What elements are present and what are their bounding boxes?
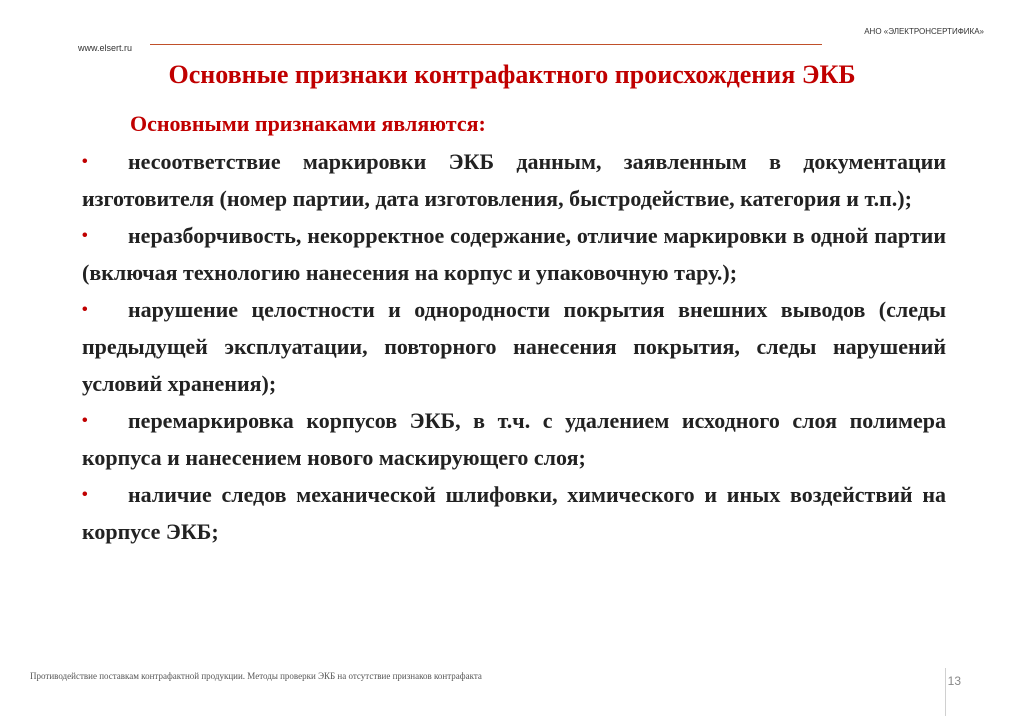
bullet-list — [82, 143, 946, 550]
header-website: www.elsert.ru — [78, 43, 133, 53]
bullet-icon: • — [82, 227, 88, 244]
bullet-icon: • — [82, 412, 88, 429]
slide-title: Основные признаки контрафактного происхождения ЭКБ — [168, 60, 856, 89]
header-organization: АНО «ЭЛЕКТРОНСЕРТИФИКА» — [864, 27, 984, 36]
bullet-text: несоответствие маркировки ЭКБ данным, заявленным в документации изготовителя (номер партии, дата изготовления, быстродействие, категория и т.п.); — [82, 149, 946, 211]
slide-intro: Основными признаками являются: — [130, 111, 486, 136]
footer-text: Противодействие поставкам контрафактной продукции. Методы проверки ЭКБ на отсутствие признаков контрафакта — [30, 671, 482, 681]
bullet-item — [82, 402, 946, 476]
bullet-icon: • — [82, 301, 88, 318]
bullet-icon: • — [82, 153, 88, 170]
bullet-text: неразборчивость, некорректное содержание, отличие маркировки в одной партии (включая технологию нанесения на корпус и упаковочную тару.); — [82, 223, 946, 285]
bullet-item — [82, 143, 946, 217]
bullet-text: наличие следов механической шлифовки, химического и иных воздействий на корпусе ЭКБ; — [82, 482, 946, 544]
bullet-item — [82, 476, 946, 550]
bullet-item — [82, 217, 946, 291]
bullet-text: нарушение целостности и однородности покрытия внешних выводов (следы предыдущей эксплуатации, повторного нанесения покрытия, следы нарушений условий хранения); — [82, 297, 946, 396]
header-divider — [150, 44, 822, 45]
bullet-text: перемаркировка корпусов ЭКБ, в т.ч. с удалением исходного слоя полимера корпуса и нанесением нового маскирующего слоя; — [82, 408, 946, 470]
bullet-item — [82, 291, 946, 402]
page-number: 13 — [947, 674, 961, 688]
bullet-icon: • — [82, 486, 88, 503]
page-number-divider — [945, 668, 946, 716]
